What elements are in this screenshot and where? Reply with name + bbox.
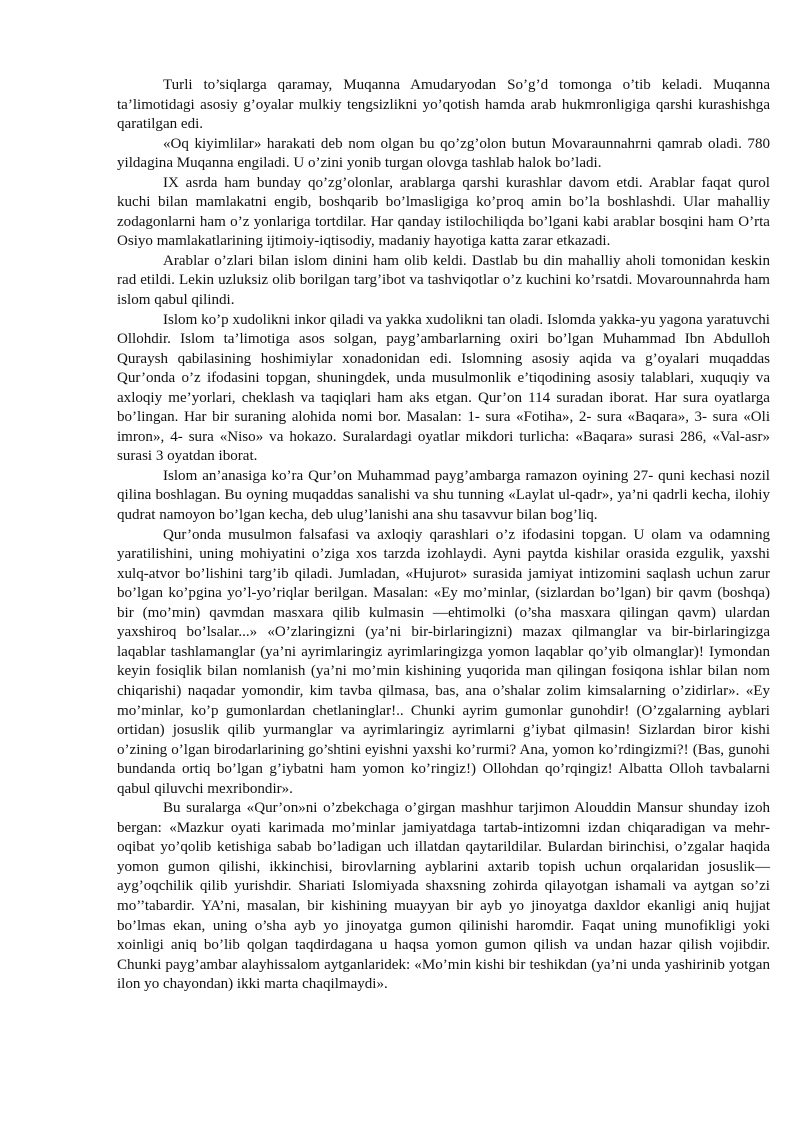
paragraph-6: Islom an’anasiga ko’ra Qur’on Muhammad payg’ambarga ramazon oyining 27- quni kechasi nozil qilina boshlagan. Bu oyning muqaddas sanalishi va shu tunning «Laylat ul-qadr», ya’ni qadrli kecha, ilohiy qudrat namoyon bo’lgan kecha, deb ulug’lanishi ana shu tasavvur bilan bog’liq. bbox=[117, 467, 770, 524]
paragraph-1: Turli to’siqlarga qaramay, Muqanna Amudaryodan So’g’d tomonga o’tib keladi. Muqanna ta’limotidagi asosiy g’oyalar mulkiy tengsizlikni yo’qotish hamda arab hukmronligiga qarshi kurashishga qaratilgan edi. bbox=[117, 77, 770, 133]
paragraph-7: Qur’onda musulmon falsafasi va axloqiy qarashlari o’z ifodasini topgan. U olam va odamning yaratilishini, uning mohiyatini o’ziga xos tarzda izohlaydi. Ayni paytda kishilar orasida ezgulik, yaxshi xulq-atvor bo’lishini targ’ib qiladi. Jumladan, «Hujurot» surasida jamiyat intizomini saqlash uchun zarur bo’lgan ko’pgina yo’l-yo’riqlar berilgan. Masalan: «Ey mo’minlar, (sizlardan bo’lgan) bir qavm (boshqa) bir (mo’min) qavmdan masxara qilib kulmasin —ehtimolki (o’sha masxara qilingan qavm) ulardan yaxshiroq bo’lsalar...» «O’zlaringizni (ya’ni bir-birlaringizni) mazax qilmanglar va bir-birlaringizga laqablar tashlamanglar (ya’ni ayrimlaringiz ayrimlaringizga yomon laqablar qo’yib olmanglar)! Iymondan keyin fosiqlik bilan nomlanish (ya’ni mo’min kishining yuqorida man qilingan fosiqona ishlar bilan nom chiqarishi) naqadar yomondir, kim tavba qilmasa, bas, ana o’shalar zolim kimsalarning o’zidirlar». «Ey mo’minlar, ko’p gumonlardan chetlaninglar!.. Chunki ayrim gumonlar gunohdir! (O’zgalarning ayblari ortidan) josuslik qilib yurmanglar va ayrimlaringiz ayrimlarni g’iybat qilmasin! Sizlardan biror kishi o’zining o’lgan birodarlarining go’shtini eyishni yaxshi ko’rurmi? Ana, yomon ko’rdingizmi?! (Bas, gunohi bundanda ortiq bo’lgan g’iybatni ham yomon ko’ringiz!) Ollohdan qo’rqingiz! Albatta Olloh tavbalarni qabul qiluvchi mexribondir». bbox=[117, 526, 770, 797]
paragraph-8: Bu suralarga «Qur’on»ni o’zbekchaga o’girgan mashhur tarjimon Alouddin Mansur shunday izoh bergan: «Mazkur oyati karimada mo’minlar jamiyatdaga tartab-intizomni izdan chiqaradigan va mehr-oqibat yo’qolib ketishiga sabab bo’ladigan uch illatdan qaytarildilar. Bulardan birinchisi, o’zgalar haqida yomon gumon qilishi, ikkinchisi, birovlarning ayblarini axtarib topish uchun orqalaridan josuslik— ayg’oqchilik qilib yurishdir. Shariati Islomiyada shaxsning zohirda qilayotgan ishamali va aytgan so’zi mo’’tabardir. YA’ni, masalan, bir kishining muayyan bir ayb yo jinoyatga daxldor ekanligi aniq hujjat bo’lmas ekan, uning o’sha ayb yo jinoyatga gumon qilinishi haromdir. Faqat uning munofikligi yoki xoinligi aniq bo’lib qolgan taqdirdagana u haqsa yomon gumon qilish va undan hazar qilish vojibdir. Chunki payg’ambar alayhissalom aytganlaridek: «Mo’min kishi bir teshikdan (ya’ni unda yashirinib yotgan ilon yo chayondan) ikki marta chaqilmaydi». bbox=[117, 800, 770, 993]
paragraph-3: IX asrda ham bunday qo’zg’olonlar, arablarga qarshi kurashlar davom etdi. Arablar faqat qurol kuchi bilan mamlakatni engib, boshqarib bo’lmasligiga ko’proq amin bo’la boshlashdi. Ular mahalliy zodagonlarni ham o’z yonlariga tortdilar. Har qanday istilochiliqda bo’lgani kabi arablar bosqini ham O’rta Osiyo mamlakatlarining ijtimoiy-iqtisodiy, madaniy hayotiga katta zarar etkazadi. bbox=[117, 174, 770, 250]
document-page bbox=[117, 76, 770, 995]
paragraph-4: Arablar o’zlari bilan islom dinini ham olib keldi. Dastlab bu din mahalliy aholi tomonidan keskin rad etildi. Lekin uzluksiz olib borilgan targ’ibot va tashviqotlar o’z kuchini ko’rsatdi. Movarounnahrda ham islom qabul qilindi. bbox=[117, 252, 770, 309]
paragraph-2: «Oq kiyimlilar» harakati deb nom olgan bu qo’zg’olon butun Movaraunnahrni qamrab oladi. 780 yildagina Muqanna engiladi. U o’zini yonib turgan olovga tashlab halok bo’ladi. bbox=[117, 135, 770, 172]
paragraph-5: Islom ko’p xudolikni inkor qiladi va yakka xudolikni tan oladi. Islomda yakka-yu yagona yaratuvchi Ollohdir. Islom ta’limotiga asos solgan, payg’ambarlarning oxiri bo’lgan Muhammad Ibn Abdulloh Quraysh qabilasining hoshimiylar xonadonidan edi. Islomning asosiy aqida va g’oyalari muqaddas Qur’onda o’z ifodasini topgan, shuningdek, unda musulmonlik e’tiqodining asosiy talablari, xuquqiy va axloqiy me’yorlari, cheklash va taqiqlari ham aks etgan. Qur’on 114 suradan iborat. Har sura oyatlarga bo’lingan. Har bir suraning alohida nomi bor. Masalan: 1- sura «Fotiha», 2- sura «Baqara», 3- sura «Oli imron», 4- sura «Niso» va hokazo. Suralardagi oyatlar mikdori turlicha: «Baqara» surasi 286, «Val-asr» surasi 3 oyatdan iborat. bbox=[117, 311, 770, 465]
